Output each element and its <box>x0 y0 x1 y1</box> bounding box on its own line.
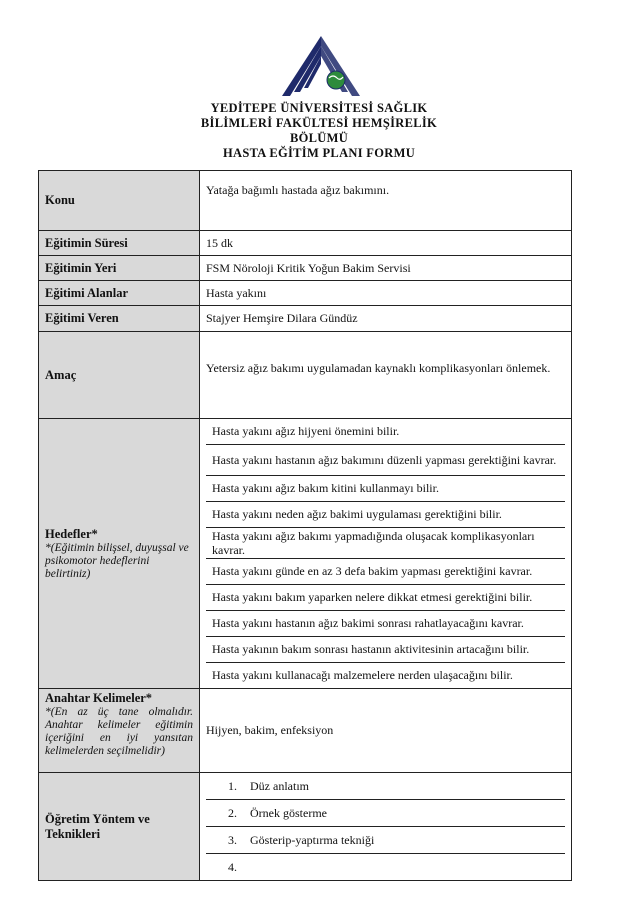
hedef-item: Hasta yakını ağız hijyeni önemini bilir. <box>206 419 565 445</box>
yontem-item <box>206 827 565 854</box>
anahtar-label-cell <box>39 689 200 773</box>
row-yontem <box>39 773 572 881</box>
header-line-1: YEDİTEPE ÜNİVERSİTESİ SAĞLIK <box>210 101 428 115</box>
yontem-item-number: 1. <box>228 778 237 793</box>
row-hedefler <box>39 419 572 689</box>
yontem-list <box>200 773 572 881</box>
hedef-item: Hasta yakının bakım sonrası hastanın aktivitesinin artacağını bilir. <box>206 637 565 663</box>
yontem-item-text: Örnek gösterme <box>250 805 327 820</box>
form-header <box>0 101 638 161</box>
hedefler-label-cell <box>39 419 200 689</box>
yontem-item-number: 3. <box>228 832 237 847</box>
amac-label: Amaç <box>39 332 200 419</box>
yontem-item <box>206 854 565 880</box>
header-line-2: BİLİMLERİ FAKÜLTESİ HEMŞİRELİK <box>200 116 438 130</box>
yontem-item-number: 2. <box>228 805 237 820</box>
anahtar-value: Hijyen, bakim, enfeksiyon <box>200 689 572 773</box>
university-logo <box>282 36 360 96</box>
hedefler-label: Hedefler* <box>45 526 98 541</box>
anahtar-note: *(En az üç tane olmalıdır. Anahtar kelimeler eğitimin içeriğini en iyi yansıtan kelimelerden seçilmelidir) <box>45 706 193 757</box>
konu-value: Yatağa bağımlı hastada ağız bakımını. <box>200 171 572 231</box>
row-alanlar <box>39 281 572 306</box>
yontem-item <box>206 773 565 800</box>
sure-label: Eğitimin Süresi <box>39 231 200 256</box>
row-konu <box>39 171 572 231</box>
hedef-item: Hasta yakını günde en az 3 defa bakim yapması gerektiğini kavrar. <box>206 559 565 585</box>
hedef-item: Hasta yakını hastanın ağız bakimi sonrası rahatlayacağını kavrar. <box>206 611 565 637</box>
row-sure <box>39 231 572 256</box>
anahtar-label: Anahtar Kelimeler* <box>45 691 153 705</box>
row-veren <box>39 306 572 332</box>
hedef-item: Hasta yakını ağız bakım kitini kullanmayı bilir. <box>206 476 565 502</box>
hedef-item: Hasta yakını hastanın ağız bakımını düzenli yapması gerektiğini kavrar. <box>206 445 565 476</box>
yontem-item-text: Gösterip-yaptırma tekniği <box>250 832 375 847</box>
form-title: HASTA EĞİTİM PLANI FORMU <box>222 146 416 160</box>
row-yer <box>39 256 572 281</box>
yer-label: Eğitimin Yeri <box>39 256 200 281</box>
hedefler-list <box>200 419 572 689</box>
education-plan-table <box>38 170 572 881</box>
yontem-item <box>206 800 565 827</box>
hedefler-note: *(Eğitimin bilişsel, duyuşsal ve psikomotor hedeflerini belirtiniz) <box>45 541 189 580</box>
hedef-item: Hasta yakını neden ağız bakimi uygulaması gerektiğini bilir. <box>206 502 565 528</box>
hedef-item: Hasta yakını bakım yaparken nelere dikkat etmesi gerektiğini bilir. <box>206 585 565 611</box>
hedef-item: Hasta yakını ağız bakımı yapmadığında oluşacak komplikasyonları kavrar. <box>206 528 565 559</box>
header-line-3: BÖLÜMÜ <box>289 131 349 145</box>
alanlar-value: Hasta yakını <box>200 281 572 306</box>
row-anahtar <box>39 689 572 773</box>
amac-value: Yetersiz ağız bakımı uygulamadan kaynaklı komplikasyonları önlemek. <box>200 332 572 419</box>
yontem-item-text: Düz anlatım <box>250 778 309 793</box>
yer-value: FSM Nöroloji Kritik Yoğun Bakim Servisi <box>200 256 572 281</box>
konu-label: Konu <box>39 171 200 231</box>
row-amac <box>39 332 572 419</box>
veren-value: Stajyer Hemşire Dilara Gündüz <box>200 306 572 332</box>
yontem-item-number: 4. <box>228 859 237 874</box>
veren-label: Eğitimi Veren <box>39 306 200 332</box>
yontem-label: Öğretim Yöntem ve Teknikleri <box>39 773 200 881</box>
alanlar-label: Eğitimi Alanlar <box>39 281 200 306</box>
hedef-item: Hasta yakını kullanacağı malzemelere nerden ulaşacağını bilir. <box>212 668 513 682</box>
sure-value: 15 dk <box>200 231 572 256</box>
